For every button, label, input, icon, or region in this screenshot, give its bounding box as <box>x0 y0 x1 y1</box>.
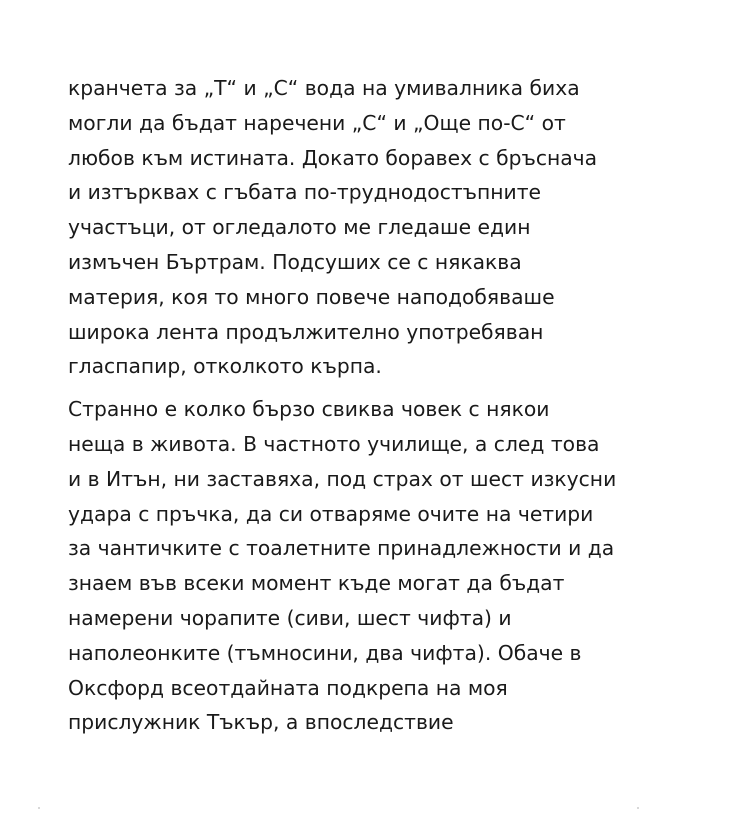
text-line: неща в живота. В частното училище, а след това <box>68 431 600 456</box>
page-corner-mark-right <box>637 807 639 809</box>
text-line: знаем във всеки момент къде могат да бъдат <box>68 571 565 596</box>
text-line: материя, коя то много повече наподобяваше <box>68 284 555 309</box>
text-line: гласпапир, отколкото кърпа. <box>68 354 382 379</box>
text-line: Оксфорд всеотдайната подкрепа на моя <box>68 675 508 700</box>
text-line: участъци, от огледалото ме гледаше един <box>68 215 531 240</box>
text-line: и изтърквах с гъбата по-труднодостъпните <box>68 180 541 205</box>
text-line: измъчен Бъртрам. Подсуших се с някаква <box>68 249 522 274</box>
paragraph-1 <box>68 71 628 384</box>
text-line: могли да бъдат наречени „С“ и „Още по-С“ от <box>68 110 566 135</box>
text-line: широка лента продължително употребяван <box>68 319 544 344</box>
text-line: намерени чорапите (сиви, шест чифта) и <box>68 605 512 630</box>
text-line: за чантичките с тоалетните принадлежности и да <box>68 536 615 561</box>
paragraph-2 <box>68 392 628 740</box>
text-line: и в Итън, ни заставяха, под страх от шест изкусни <box>68 466 617 491</box>
text-line: кранчета за „Т“ и „С“ вода на умивалника биха <box>68 76 580 100</box>
page-corner-mark-left <box>38 807 40 809</box>
text-line: наполеонките (тъмносини, два чифта). Обаче в <box>68 640 582 665</box>
text-line: прислужник Тъкър, а впоследствие <box>68 710 454 735</box>
text-line: Странно е колко бързо свиква човек с някои <box>68 397 550 422</box>
body-text <box>68 71 628 740</box>
text-line: любов към истината. Докато боравех с бръснача <box>68 145 598 170</box>
text-line: удара с пръчка, да си отваряме очите на четири <box>68 501 594 526</box>
